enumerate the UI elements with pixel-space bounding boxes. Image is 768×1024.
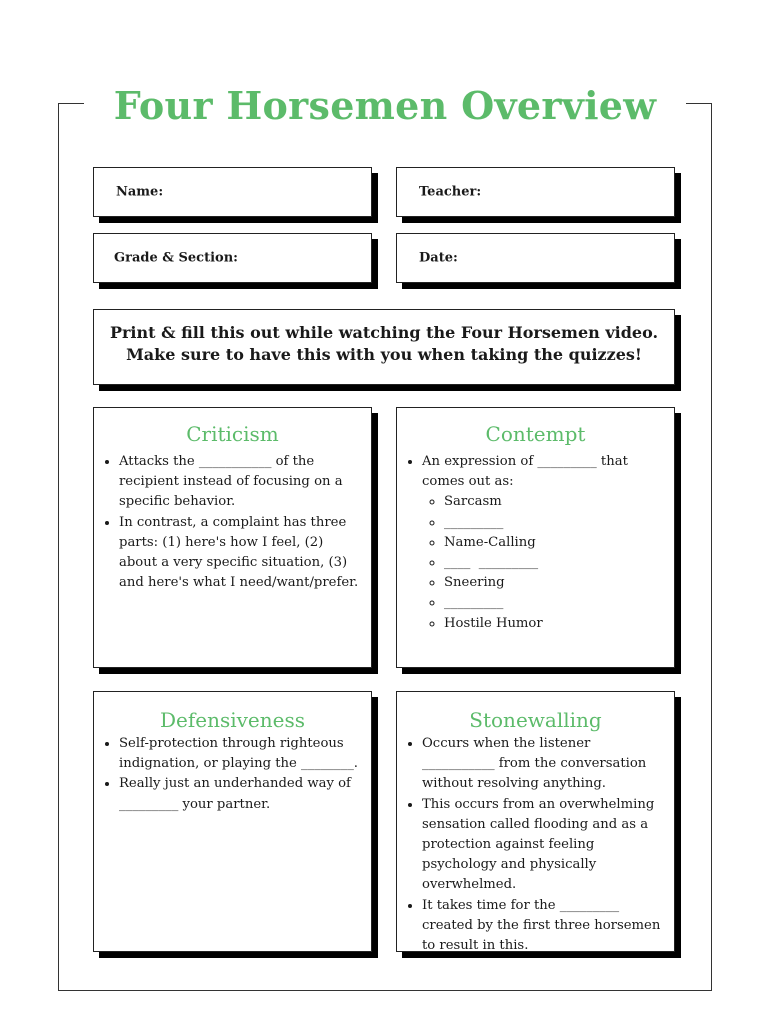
criticism-list <box>94 452 371 593</box>
contempt-bullet-text: An expression of _________ that comes out as: <box>422 454 628 490</box>
defensiveness-bullet-2: • Really just an underhanded way of _________ your partner. <box>119 774 363 814</box>
stonewalling-bullet-3: • It takes time for the _________ created by the first three horsemen to result in this. <box>422 896 666 957</box>
contempt-sub-item: ◦ Sneering <box>444 573 666 593</box>
defensiveness-title: Defensiveness <box>159 708 306 732</box>
contempt-sub-item: ◦ ____ _________ <box>444 553 666 573</box>
instructions-line-1: Print & fill this out while watching the Four Horsemen video. <box>109 323 659 342</box>
contempt-sub-item: ◦ _________ <box>444 513 666 533</box>
instructions-box <box>93 309 675 385</box>
name-field[interactable] <box>93 167 372 217</box>
teacher-label: Teacher: <box>419 184 482 200</box>
page-title: Four Horsemen Overview <box>84 78 686 134</box>
defensiveness-card <box>93 691 372 952</box>
defensiveness-list <box>94 734 371 815</box>
stonewalling-card <box>396 691 675 952</box>
criticism-bullet-2: • In contrast, a complaint has three parts: (1) here's how I feel, (2) about a very specific situation, (3) and here's what I need/want/prefer. <box>119 513 363 594</box>
instructions-line-2: Make sure to have this with you when taking the quizzes! <box>126 345 642 364</box>
date-label: Date: <box>419 250 458 266</box>
teacher-field[interactable] <box>396 167 675 217</box>
contempt-sub-item: ◦ Hostile Humor <box>444 614 666 634</box>
criticism-title: Criticism <box>186 422 279 446</box>
stonewalling-bullet-1: • Occurs when the listener ___________ from the conversation without resolving anything. <box>422 734 666 795</box>
contempt-sub-item: ◦ Sarcasm <box>444 492 666 512</box>
stonewalling-title: Stonewalling <box>469 708 602 732</box>
stonewalling-bullet-2: • This occurs from an overwhelming sensation called flooding and as a protection against feeling psychology and physically overwhelmed. <box>422 795 666 896</box>
contempt-title: Contempt <box>485 422 586 446</box>
stonewalling-list <box>397 734 674 956</box>
grade-section-field[interactable] <box>93 233 372 283</box>
date-field[interactable] <box>396 233 675 283</box>
grade-section-label: Grade & Section: <box>114 250 238 266</box>
contempt-sub-item: ◦ _________ <box>444 593 666 613</box>
contempt-bullet-1 <box>422 452 666 634</box>
contempt-list <box>397 452 674 634</box>
defensiveness-bullet-1: • Self-protection through righteous indignation, or playing the ________. <box>119 734 363 774</box>
contempt-sub-list <box>422 492 666 633</box>
criticism-bullet-1: • Attacks the ___________ of the recipient instead of focusing on a specific behavior. <box>119 452 363 513</box>
criticism-card <box>93 407 372 668</box>
contempt-sub-item: ◦ Name-Calling <box>444 533 666 553</box>
name-label: Name: <box>116 184 164 200</box>
contempt-card <box>396 407 675 668</box>
